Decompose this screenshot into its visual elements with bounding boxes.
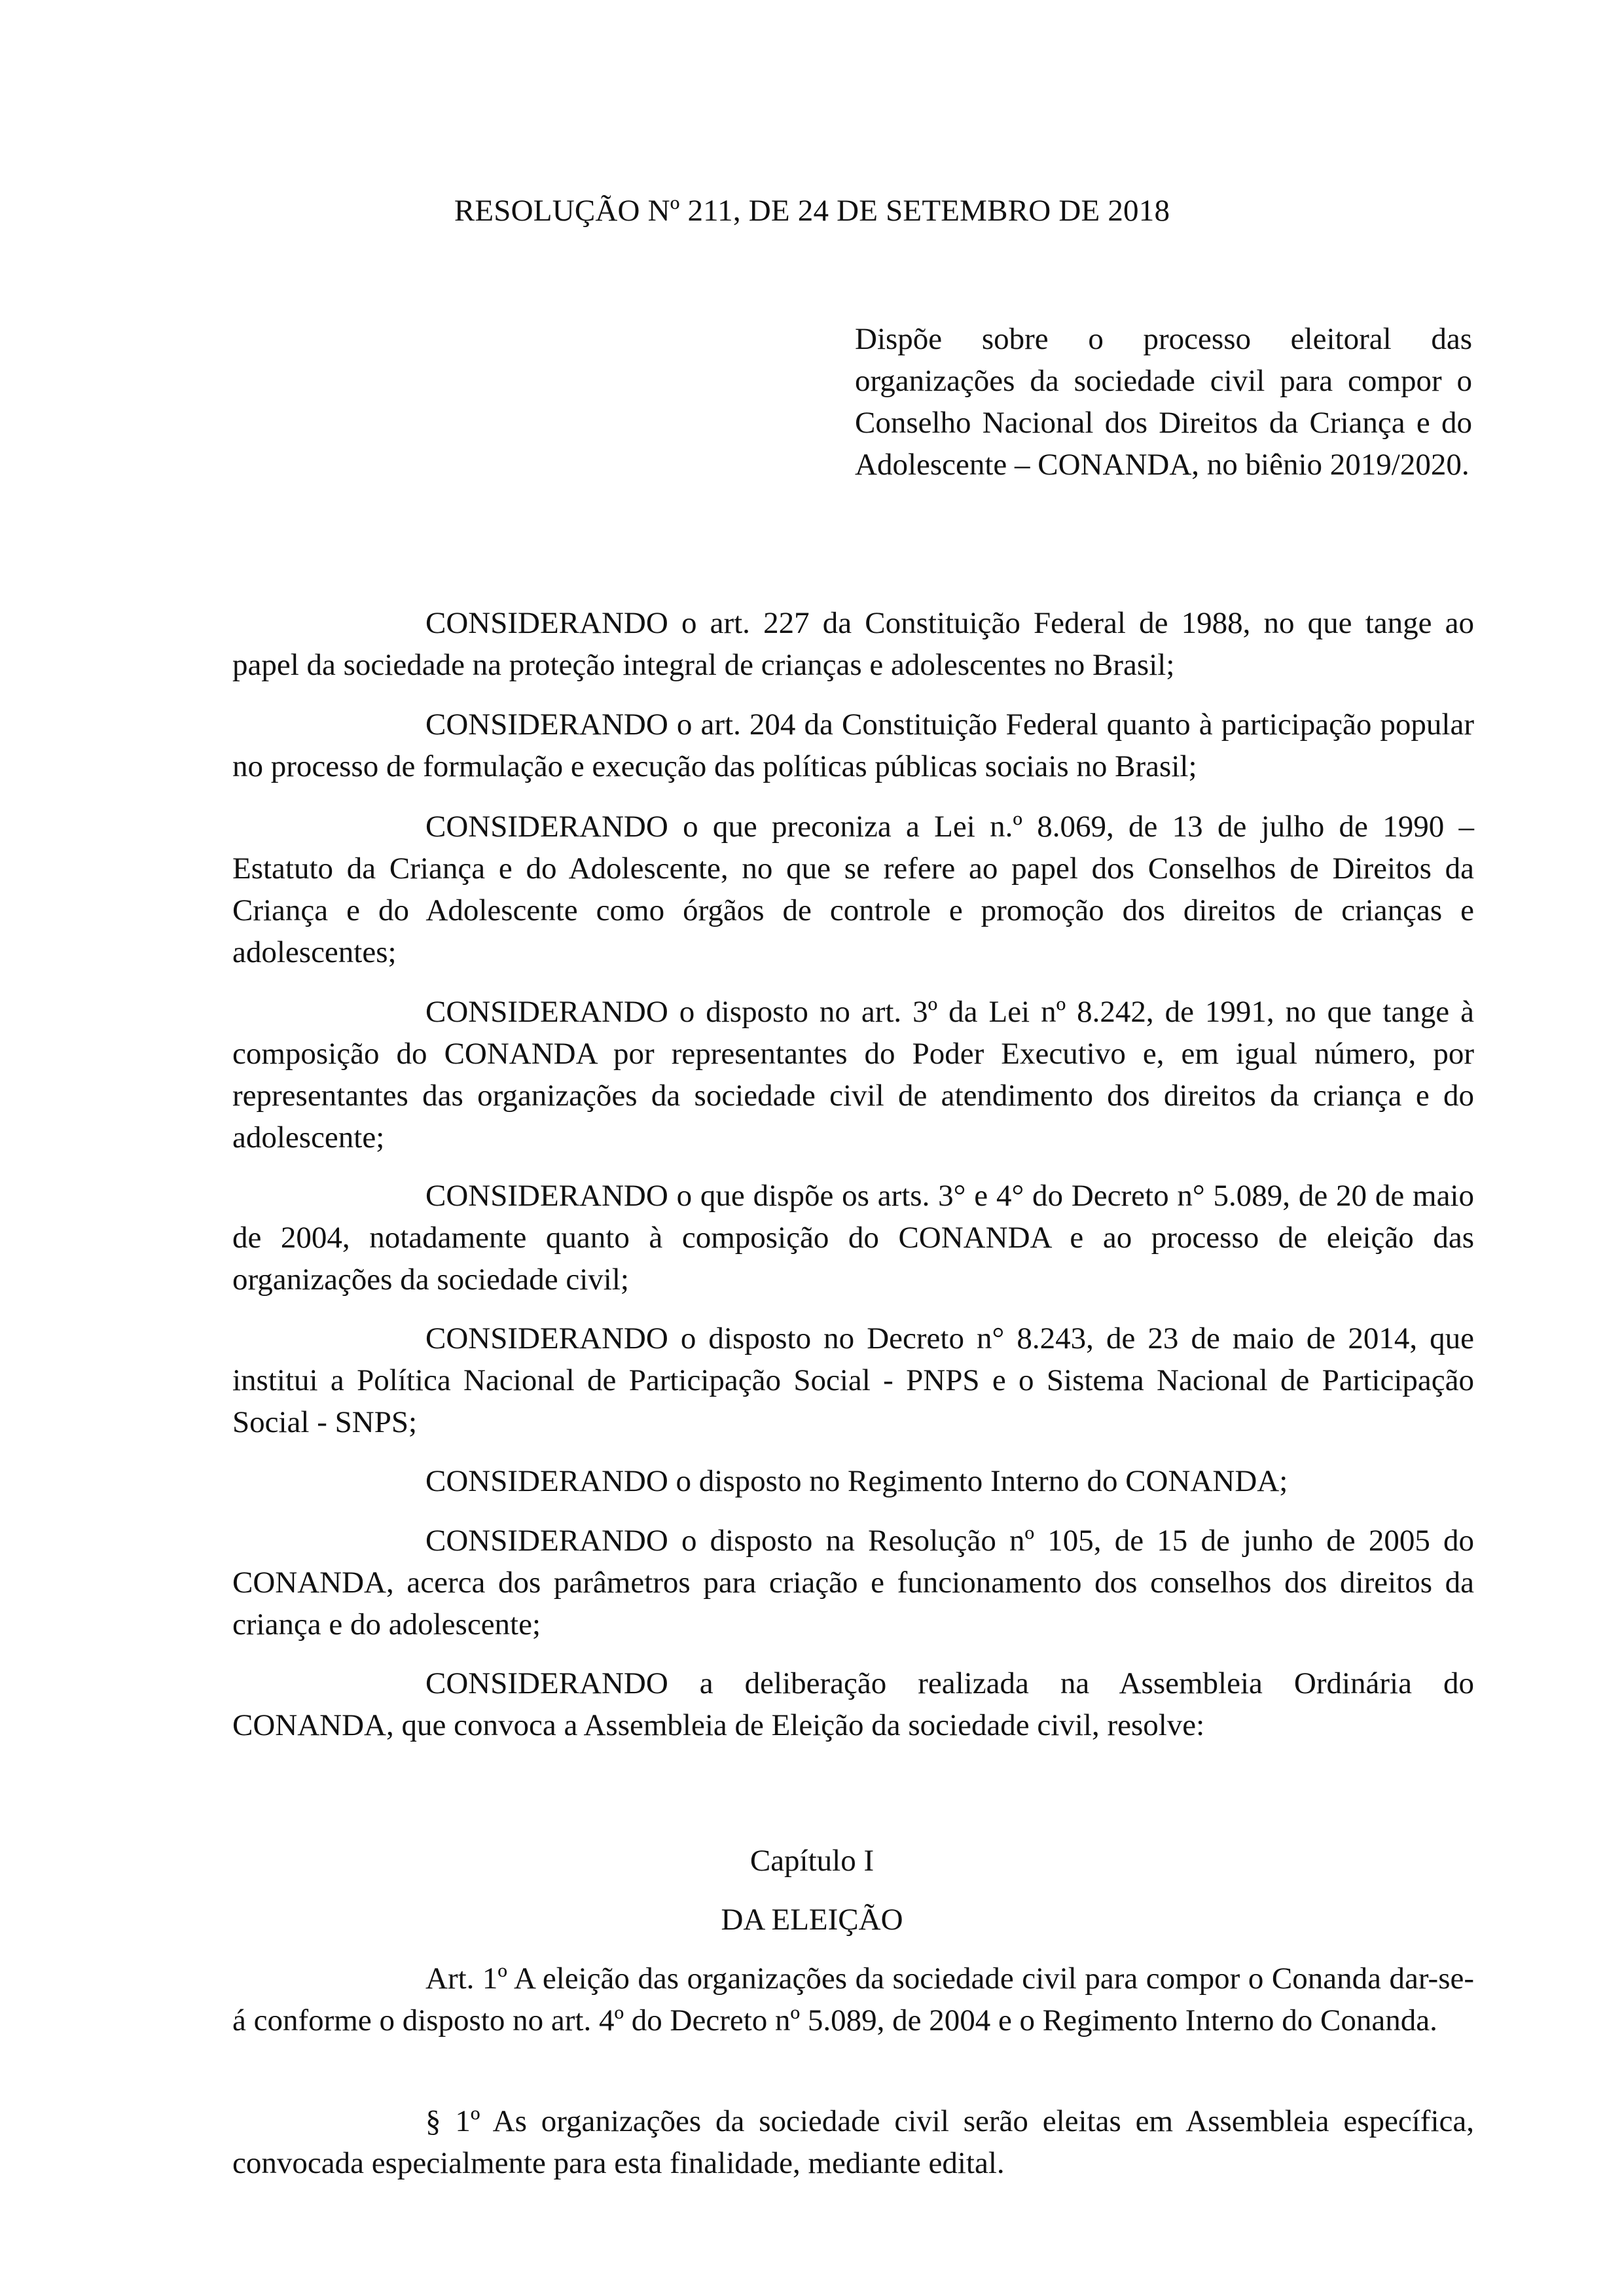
considerando-paragraph: CONSIDERANDO o art. 227 da Constituição Federal de 1988, no que tange ao papel da sociedade na proteção integral de crianças e adolescentes no Brasil; [232, 606, 1474, 682]
considerando-paragraph: CONSIDERANDO o disposto no art. 3º da Lei nº 8.242, de 1991, no que tange à composição do CONANDA por representantes do Poder Executivo e, em igual número, por representantes das organizações da sociedade civil de atendimento dos direitos da criança e do adolescente; [232, 995, 1474, 1155]
considerando-paragraph: CONSIDERANDO o disposto na Resolução nº 105, de 15 de junho de 2005 do CONANDA, acerca dos parâmetros para criação e funcionamento dos conselhos dos direitos da criança e do adolescente; [232, 1524, 1474, 1641]
resolution-title: RESOLUÇÃO Nº 211, DE 24 DE SETEMBRO DE 2018 [454, 194, 1170, 228]
chapter-title: DA ELEIÇÃO [721, 1903, 903, 1937]
article-paragraph: § 1º As organizações da sociedade civil serão eleitas em Assembleia específica, convocada especialmente para esta finalidade, mediante edital. [232, 2104, 1474, 2180]
ementa-summary: Dispõe sobre o processo eleitoral das organizações da sociedade civil para compor o Conselho Nacional dos Direitos da Criança e do Adolescente – CONANDA, no biênio 2019/2020. [855, 322, 1472, 482]
chapter-number: Capítulo I [749, 1844, 875, 1878]
considerando-paragraph: CONSIDERANDO o que dispõe os arts. 3° e 4° do Decreto n° 5.089, de 20 de maio de 2004, notadamente quanto à composição do CONANDA e ao processo de eleição das organizações da sociedade civil; [232, 1179, 1474, 1297]
considerando-paragraph: CONSIDERANDO a deliberação realizada na Assembleia Ordinária do CONANDA, que convoca a Assembleia de Eleição da sociedade civil, resolve: [232, 1666, 1474, 1742]
considerando-paragraph: CONSIDERANDO o art. 204 da Constituição Federal quanto à participação popular no processo de formulação e execução das políticas públicas sociais no Brasil; [232, 708, 1474, 783]
considerando-paragraph: CONSIDERANDO o disposto no Regimento Interno do CONANDA; [425, 1464, 1288, 1498]
considerando-paragraph: CONSIDERANDO o disposto no Decreto n° 8.243, de 23 de maio de 2014, que institui a Política Nacional de Participação Social - PNPS e o Sistema Nacional de Participação Social - SNPS; [232, 1321, 1474, 1439]
considerando-paragraph: CONSIDERANDO o que preconiza a Lei n.º 8.069, de 13 de julho de 1990 – Estatuto da Criança e do Adolescente, no que se refere ao papel dos Conselhos de Direitos da Criança e do Adolescente como órgãos de controle e promoção dos direitos de crianças e adolescentes; [232, 810, 1474, 969]
article-paragraph: Art. 1º A eleição das organizações da sociedade civil para compor o Conanda dar-se-á conforme o disposto no art. 4º do Decreto nº 5.089, de 2004 e o Regimento Interno do Conanda. [232, 1962, 1474, 2037]
